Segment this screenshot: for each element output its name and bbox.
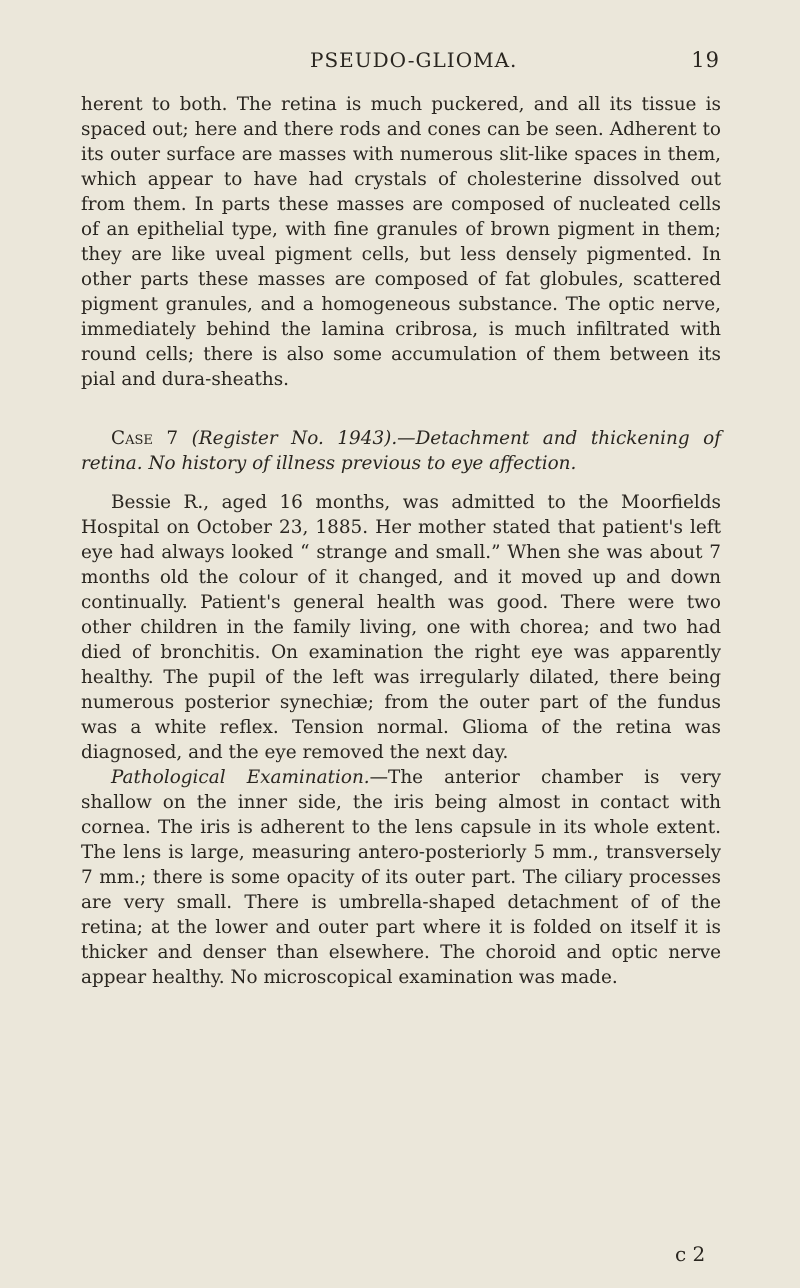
case-title: —Detachment and thickening of retina. No history of illness previous to eye affection. [81, 428, 722, 474]
case-heading [81, 426, 721, 476]
pathological-examination-text: —The anterior chamber is very shallow on the inner side, the iris being almost in contact with cornea. The iris is adherent to the lens capsule in its whole extent. The lens is large, measuring antero-posteriorly 5 mm., transversely 7 mm.; there is some opacity of its outer part. The ciliary processes are very small. There is umbrella-shaped detachment of of the retina; at the lower and outer part where it is folded on itself it is thicker and denser than elsewhere. The choroid and optic nerve appear healthy. No microscopical examination was made. [81, 767, 722, 988]
pathological-examination-paragraph [81, 765, 721, 990]
page-number: 19 [691, 48, 720, 72]
case-register: (Register No. 1943). [191, 428, 398, 449]
case-label: Case 7 [111, 428, 179, 449]
running-title: PSEUDO-GLIOMA. [310, 48, 518, 72]
case-history-paragraph: Bessie R., aged 16 months, was admitted to the Moorfields Hospital on October 23, 1885. Her mother stated that patient's left eye had always looked “ strange and small.” When she was about 7 months old the colour of it changed, and it moved up and down continually. Patient's general health was good. There were two other children in the family living, one with chorea; and two had died of bronchitis. On examination the right eye was apparently healthy. The pupil of the left was irregularly dilated, there being numerous posterior synechiæ; from the outer part of the fundus was a white reflex. Tension normal. Glioma of the retina was diagnosed, and the eye removed the next day. [81, 492, 721, 763]
body-text [81, 92, 721, 990]
paragraph-continuation: herent to both. The retina is much puckered, and all its tissue is spaced out; here and there rods and cones can be seen. Adherent to its outer surface are masses with numerous slit-like spaces in them, which appear to have had crystals of cholesterine dissolved out from them. In parts these masses are composed of nucleated cells of an epithelial type, with fine granules of brown pigment in them; they are like uveal pigment cells, but less densely pigmented. In other parts these masses are composed of fat globules, scattered pigment granules, and a homogeneous substance. The optic nerve, immediately behind the lamina cribrosa, is much infiltrated with round cells; there is also some accumulation of them between its pial and dura-sheaths. [81, 94, 721, 390]
pathological-examination-heading: Pathological Examination. [111, 767, 370, 788]
signature-mark: c 2 [675, 1242, 706, 1266]
